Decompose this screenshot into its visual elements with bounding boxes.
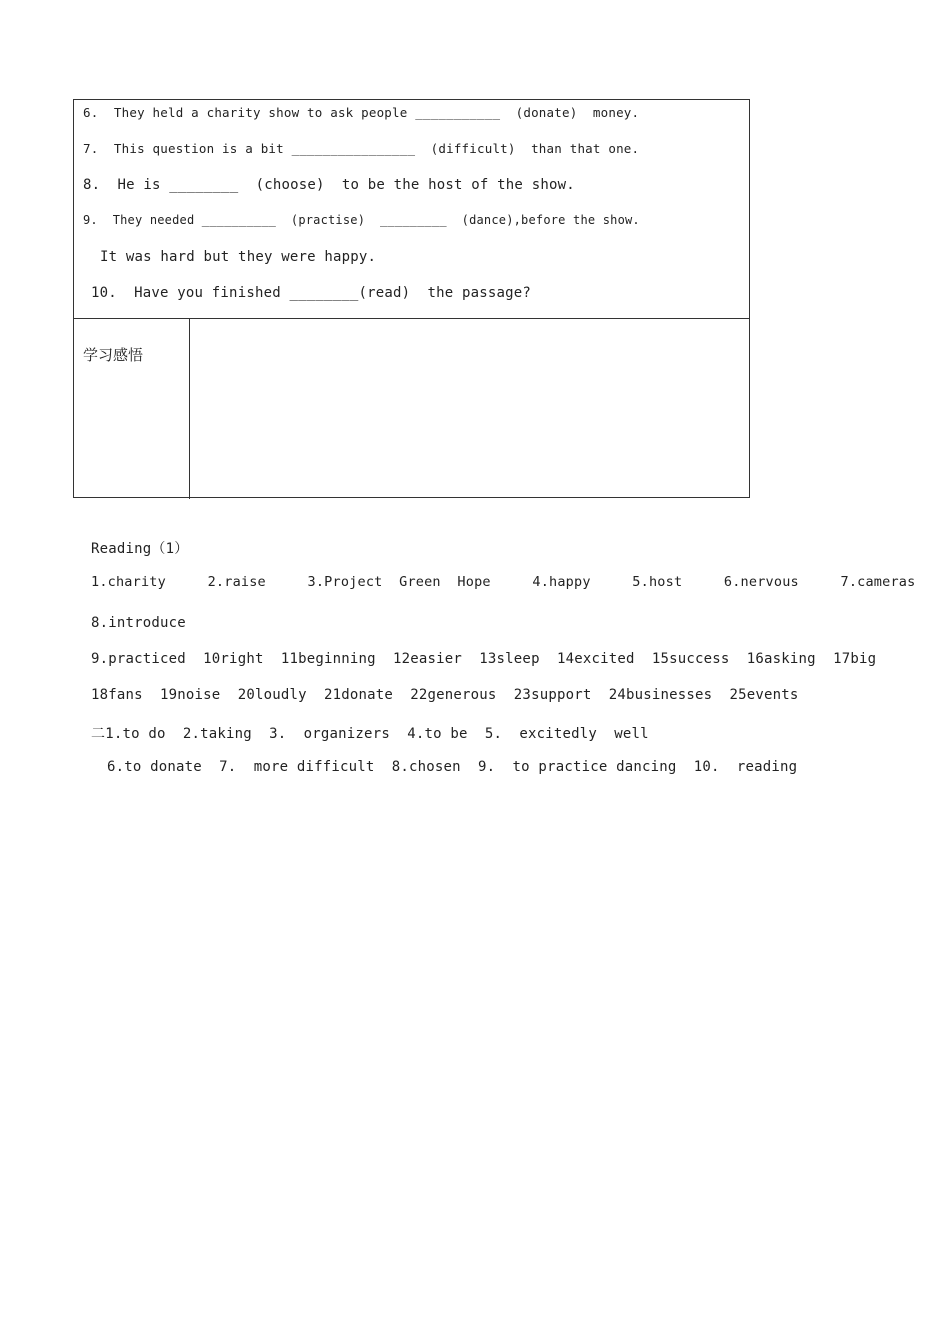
answer-line-5: 二1.to do 2.taking 3. organizers 4.to be 5. excitedly well [91, 726, 649, 742]
answer-line-4: 18fans 19noise 20loudly 21donate 22generous 23support 24businesses 25events [91, 687, 799, 703]
answer-line-1: 1.charity 2.raise 3.Project Green Hope 4.happy 5.host 6.nervous 7.cameras [91, 574, 916, 590]
exercise-6: 6. They held a charity show to ask people ___________ (donate) money. [83, 105, 640, 120]
exercise-8: 8. He is ________ (choose) to be the host of the show. [83, 177, 575, 193]
exercise-10: 10. Have you finished ________(read) the passage? [91, 285, 532, 301]
answer-line-6: 6.to donate 7. more difficult 8.chosen 9. to practice dancing 10. reading [107, 759, 798, 775]
exercise-9-continued: It was hard but they were happy. [100, 249, 377, 265]
exercise-7: 7. This question is a bit ________________ (difficult) than that one. [83, 141, 640, 156]
answer-line-3: 9.practiced 10right 11beginning 12easier 13sleep 14excited 15success 16asking 17big [91, 651, 877, 667]
answer-line-2: 8.introduce [91, 615, 186, 631]
answer-heading: Reading（1） [91, 541, 189, 557]
exercise-9: 9. They needed __________ (practise) _________ (dance),before the show. [83, 213, 640, 227]
reflection-label: 学习感悟 [83, 346, 144, 364]
